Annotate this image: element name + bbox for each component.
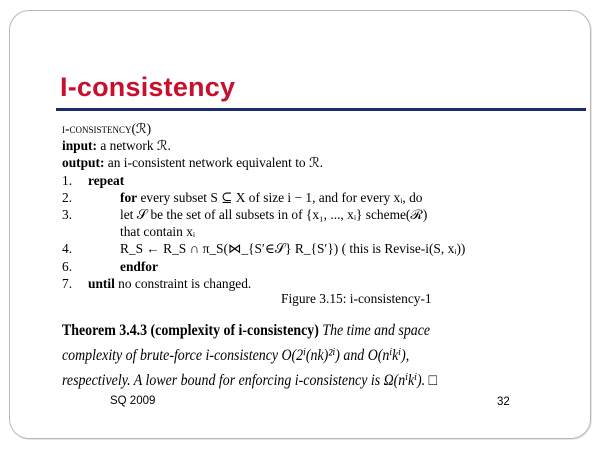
algorithm-name: i-consistency(ℛ) — [62, 121, 152, 136]
line-text: that contain xᵢ — [120, 224, 196, 240]
theorem-body: The time and space complexity of brute-force i-consistency O(2ⁱ(nk)²ⁱ) and O(nⁱkⁱ), respectively. A lower bound for enforcing i-consistency is Ω(nⁱkⁱ). □ — [62, 322, 437, 389]
footer-label: SQ 2009 — [110, 395, 156, 407]
line-number: 6. — [62, 258, 73, 274]
output-label: output: — [62, 155, 105, 171]
algorithm-line — [62, 189, 465, 206]
theorem-head: Theorem 3.4.3 (complexity of i-consistency) — [62, 322, 319, 339]
line-keyword: endfor — [120, 258, 158, 274]
line-text: let 𝒮 be the set of all subsets in of {x₁, ..., xᵢ} scheme(ℛ) — [120, 206, 428, 222]
line-text: every subset S ⊆ X of size i − 1, and for every xᵢ, do — [140, 189, 423, 205]
algorithm-line — [62, 258, 465, 275]
line-text: no constraint is changed. — [118, 275, 252, 291]
line-text: R_S ← R_S ∩ π_S(⋈_{S′∈𝒮} R_{S′}) ( this is Revise-i(S, xᵢ)) — [120, 241, 466, 257]
algorithm-header — [62, 120, 465, 137]
line-keyword: repeat — [88, 172, 125, 188]
figure-caption: Figure 3.15: i-consistency-1 — [281, 291, 432, 306]
algorithm-line — [62, 275, 465, 292]
line-number: 7. — [62, 275, 73, 291]
algorithm-line — [62, 206, 465, 223]
line-keyword: for — [120, 189, 138, 205]
algorithm-input — [62, 137, 465, 154]
page-number: 32 — [497, 396, 510, 408]
input-label: input: — [62, 138, 97, 154]
output-text: an i-consistent network equivalent to ℛ. — [107, 155, 323, 171]
title-underline — [56, 108, 586, 111]
slide-title: I-consistency — [60, 72, 236, 102]
line-keyword: until — [88, 275, 115, 291]
algorithm-output — [62, 154, 465, 171]
algorithm-line — [62, 240, 465, 257]
line-number: 1. — [62, 172, 73, 188]
line-number: 4. — [62, 241, 73, 257]
line-number: 3. — [62, 206, 73, 222]
theorem-block — [62, 318, 476, 393]
input-text: a network ℛ. — [100, 138, 171, 154]
algorithm-line — [62, 223, 465, 240]
algorithm-block — [62, 120, 465, 292]
line-number: 2. — [62, 189, 73, 205]
algorithm-line — [62, 172, 465, 189]
